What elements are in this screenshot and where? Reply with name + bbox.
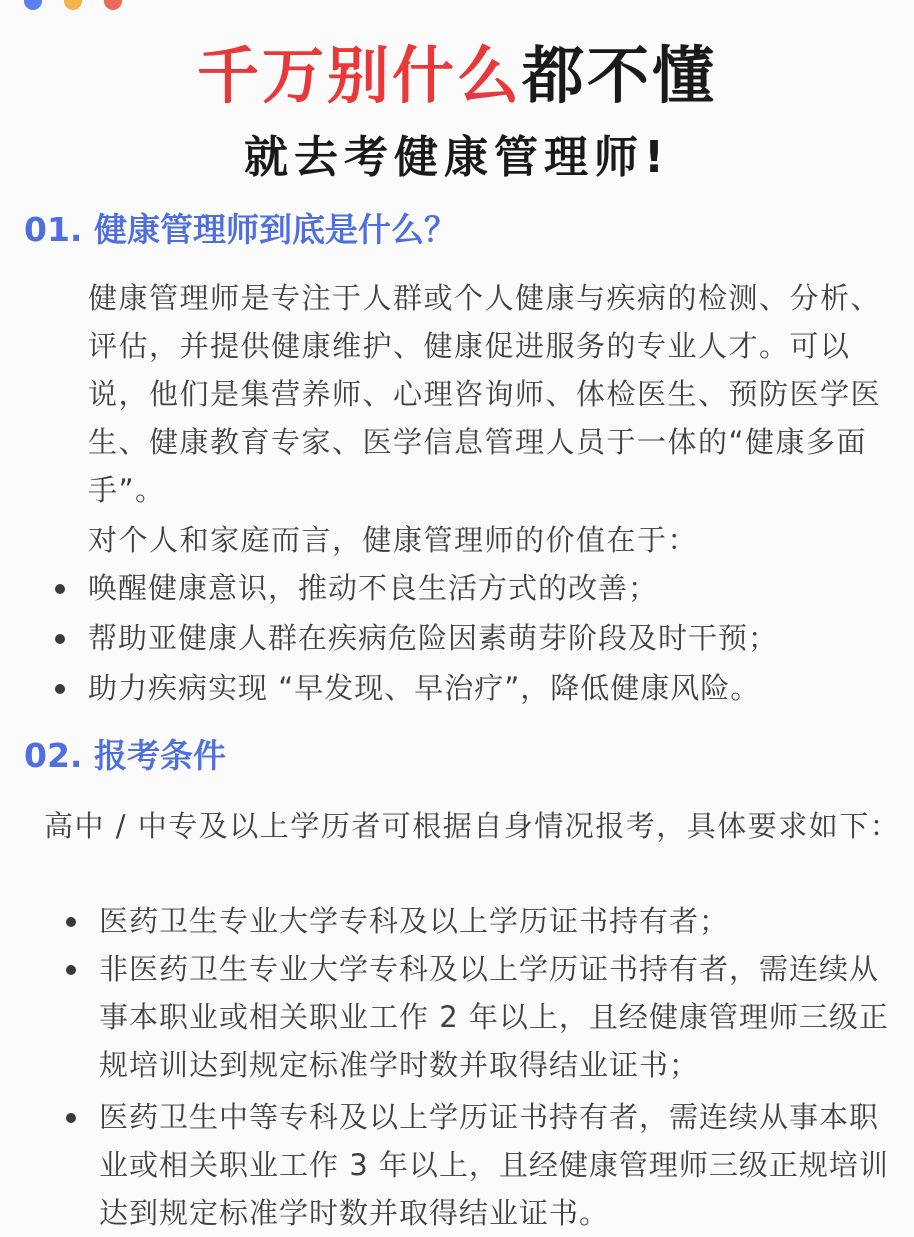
bullet-text: 非医药卫生专业大学专科及以上学历证书持有者，需连续从事本职业或相关职业工作 2 年以上，且经健康管理师三级正规培训达到规定标准学时数并取得结业证书； xyxy=(99,952,889,1082)
bullet-text: 助力疾病实现 “早发现、早治疗”，降低健康风险。 xyxy=(88,671,761,705)
section1-paragraph: 健康管理师是专注于人群或个人健康与疾病的检测、分析、评估，并提供健康维护、健康促进服务的专业人才。可以说，他们是集营养师、心理咨询师、体检医生、预防医学医生、健康教育专家、医学信息管理人员于一体的“健康多面手”。 xyxy=(88,281,882,507)
yellow-dot-icon xyxy=(64,0,82,10)
main-title-dark: 都不懂 xyxy=(522,39,718,112)
bullet-dot-icon xyxy=(66,1113,76,1123)
section2-bullet-item xyxy=(99,1093,905,1237)
section2-bullet-item xyxy=(99,897,905,945)
section1-value-intro: 对个人和家庭而言，健康管理师的价值在于： xyxy=(88,523,699,557)
window-dots xyxy=(24,0,122,10)
section2-bullet-item xyxy=(99,945,905,1089)
section2-heading: 02. 报考条件 xyxy=(24,736,226,775)
section1-bullet-item xyxy=(88,564,894,612)
main-title xyxy=(0,36,914,116)
red-dot-icon xyxy=(104,0,122,10)
bullet-dot-icon xyxy=(55,634,65,644)
bullet-text: 医药卫生专业大学专科及以上学历证书持有者； xyxy=(99,904,730,938)
subtitle: 就去考健康管理师! xyxy=(243,132,671,183)
bullet-dot-icon xyxy=(55,684,65,694)
section1-bullet-item xyxy=(88,664,894,712)
bullet-text: 医药卫生中等专科及以上学历证书持有者，需连续从事本职业或相关职业工作 3 年以上，且经健康管理师三级正规培训达到规定标准学时数并取得结业证书。 xyxy=(99,1100,889,1230)
bullet-dot-icon xyxy=(66,965,76,975)
bullet-dot-icon xyxy=(66,917,76,927)
section2-intro: 高中 / 中专及以上学历者可根据自身情况报考，具体要求如下： xyxy=(44,809,901,843)
bullet-text: 唤醒健康意识，推动不良生活方式的改善； xyxy=(88,571,659,605)
section1-bullet-item xyxy=(88,614,894,662)
bullet-dot-icon xyxy=(55,584,65,594)
section1-heading: 01. 健康管理师到底是什么？ xyxy=(24,210,457,249)
main-title-red: 千万别什么 xyxy=(196,39,522,112)
blue-dot-icon xyxy=(24,0,42,10)
bullet-text: 帮助亚健康人群在疾病危险因素萌芽阶段及时干预； xyxy=(88,621,779,655)
